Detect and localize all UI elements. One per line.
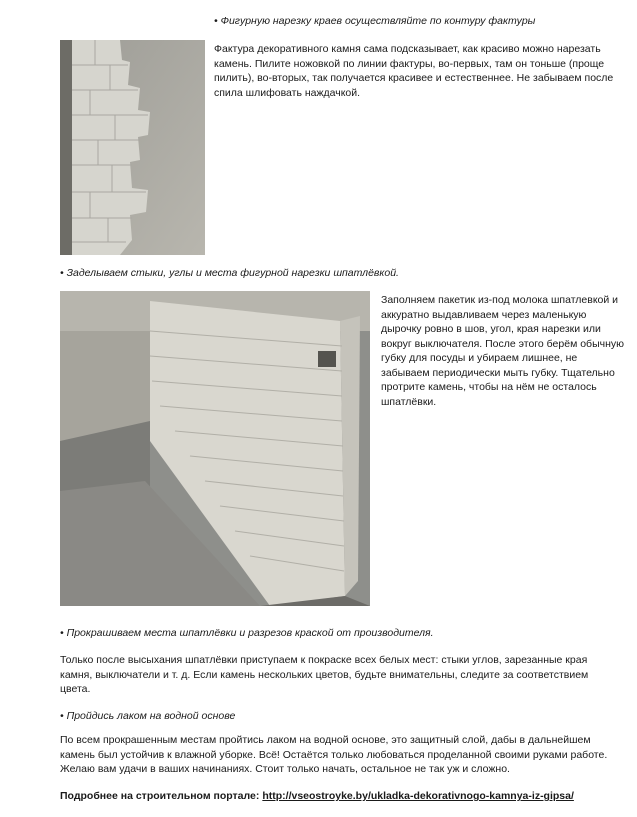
section-heading-painting: • Прокрашиваем места шпатлёвки и разрезов краской от производителя. [60, 627, 434, 639]
paragraph-varnish: По всем прокрашенным местам пройтись лаком на водной основе, это защитный слой, дабы в дальнейшем камень был устойчив к влажной уборке. Всё! Остаётся только любоваться проделанной своими руками работе. Желаю вам удачи в ваших начинаниях. Стоит только начать, остальное не так уж и сложно. [60, 734, 608, 775]
photo-filled-joints-counter [60, 291, 370, 606]
paragraph-filling-joints: Заполняем пакетик из-под молока шпатлевкой и аккуратно выдавливаем через маленькую дырочку ровно в шов, угол, края нарезки или вокруг выключателя. После этого берём обычную губку для посуды и убираем лишнее, не забываем периодически мыть губку. Тщательно протрите камень, чтобы на нём не осталось шпатлёвки. [381, 294, 625, 408]
source-footer [60, 789, 630, 804]
source-link[interactable]: http://vseostroyke.by/ukladka-dekorativnogo-kamnya-iz-gipsa/ [262, 790, 574, 802]
section-heading-varnish: • Пройдись лаком на водной основе [60, 710, 236, 722]
section-heading-edge-cutting: • Фигурную нарезку краев осуществляйте по контуру фактуры [214, 15, 536, 27]
section-heading-filling-joints: • Заделываем стыки, углы и места фигурной нарезки шпатлёвкой. [60, 267, 399, 279]
paragraph-painting: Только после высыхания шпатлёвки приступаем к покраске всех белых мест: стыки углов, зарезанные края камня, выключатели и т. д. Если камень нескольких цветов, будьте внимательны, следите за соответствием цвета. [60, 654, 589, 695]
photo-stone-edge-cutting [60, 40, 205, 255]
source-label: Подробнее на строительном портале: [60, 790, 260, 802]
paragraph-edge-cutting: Фактура декоративного камня сама подсказывает, как красиво можно нарезать камень. Пилите ножовкой по линии фактуры, во-первых, там он тоньше (проще пилить), во-вторых, так получается красивее и естественнее. Не забываем после спила шлифовать наждачкой. [214, 43, 614, 99]
